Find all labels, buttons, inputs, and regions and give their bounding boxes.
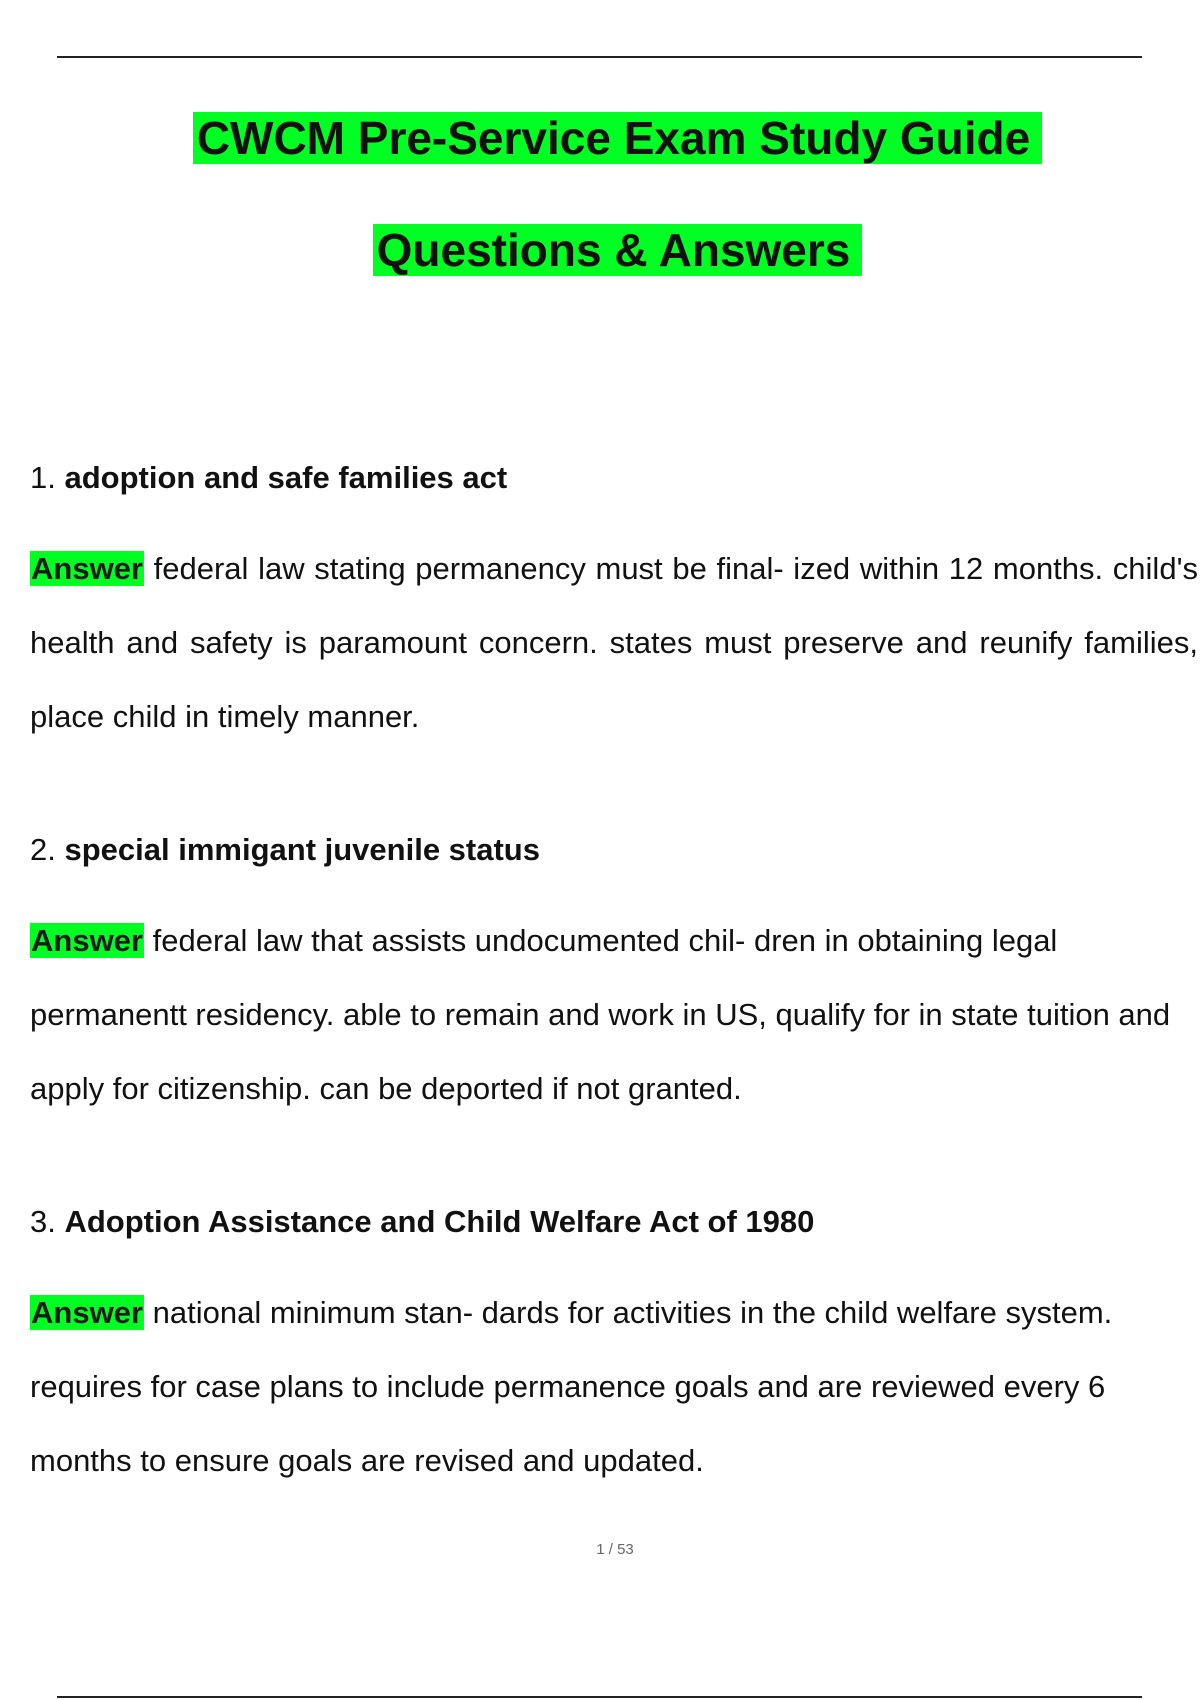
qa-item-1 xyxy=(30,458,1198,754)
answer-label: Answer xyxy=(31,551,143,586)
question-text: special immigant juvenile status xyxy=(64,832,540,867)
answer-text: federal law stating permanency must be final- ized within 12 months. child's health and safety is paramount concern. states must preserve and reunify families, place child in timely manner. xyxy=(30,551,1198,734)
page-indicator: 1 / 53 xyxy=(596,1541,634,1558)
answer-text: federal law that assists undocumented chil- dren in obtaining legal permanentt residency. able to remain and work in US, qualify for in state tuition and apply for citizenship. can be deported if not granted. xyxy=(30,923,1171,1106)
qa-item-3 xyxy=(30,1202,1198,1498)
question-2 xyxy=(30,830,1198,870)
answer-text: national minimum stan- dards for activities in the child welfare system. requires for case plans to include permanence goals and are reviewed every 6 months to ensure goals are revised and updated. xyxy=(30,1295,1113,1478)
title-line-1: CWCM Pre-Service Exam Study Guide xyxy=(193,112,1042,164)
document-title xyxy=(0,110,1200,166)
document-subtitle xyxy=(0,222,1200,278)
title-line-2: Questions & Answers xyxy=(373,224,863,276)
question-number: 2. xyxy=(30,832,56,867)
question-number: 1. xyxy=(30,460,56,495)
question-text: Adoption Assistance and Child Welfare Act of 1980 xyxy=(64,1204,815,1239)
answer-3 xyxy=(30,1276,1198,1498)
question-1 xyxy=(30,458,1198,498)
question-number: 3. xyxy=(30,1204,56,1239)
question-3 xyxy=(30,1202,1198,1242)
answer-label: Answer xyxy=(31,923,143,958)
answer-1 xyxy=(30,532,1198,754)
qa-item-2 xyxy=(30,830,1198,1126)
top-rule xyxy=(57,56,1142,58)
answer-label: Answer xyxy=(31,1295,143,1330)
answer-2 xyxy=(30,904,1198,1126)
bottom-rule xyxy=(57,1696,1142,1698)
question-text: adoption and safe families act xyxy=(64,460,508,495)
